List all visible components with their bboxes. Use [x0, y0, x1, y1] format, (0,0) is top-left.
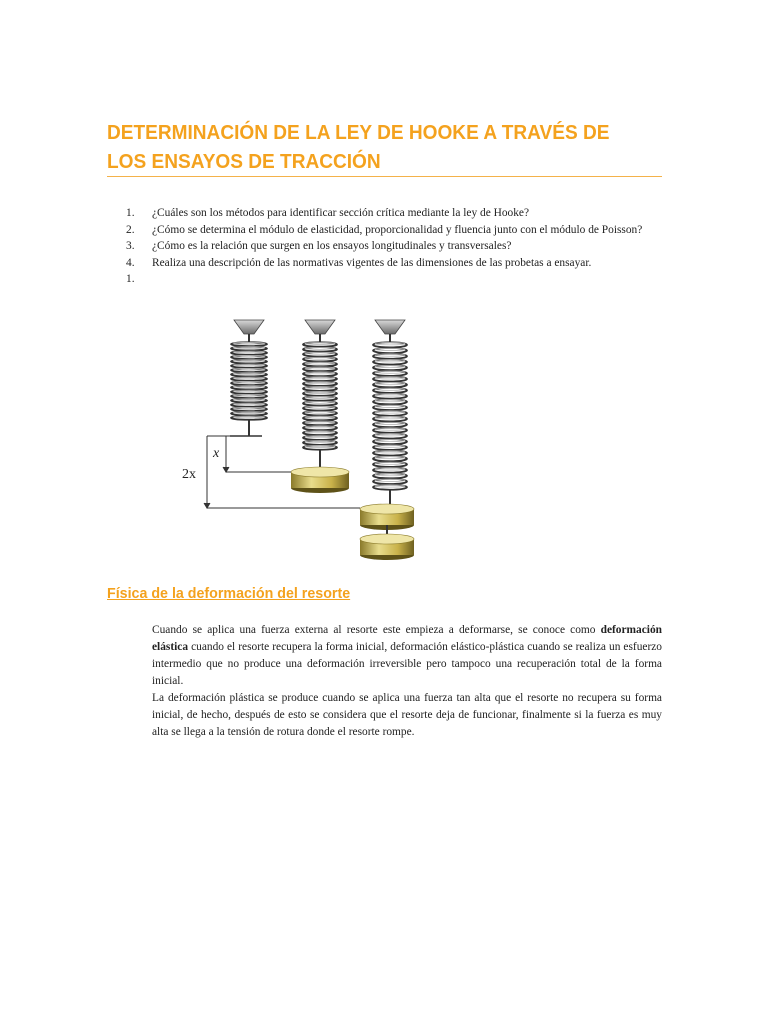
- title-underline: [107, 176, 662, 177]
- label-x: x: [213, 446, 220, 461]
- spring-unloaded: [231, 342, 267, 420]
- body-text: [152, 622, 662, 741]
- list-item-text: ¿Cómo es la relación que surgen en los ensayos longitudinales y transversales?: [152, 240, 512, 253]
- list-item: [106, 205, 666, 222]
- list-item-text: ¿Cómo se determina el módulo de elasticidad, proporcionalidad y fluencia junto con el módulo de Poisson?: [152, 223, 643, 236]
- list-number: 4.: [126, 256, 135, 269]
- list-item-text: ¿Cuáles son los métodos para identificar sección crítica mediante la ley de Hooke?: [152, 207, 530, 219]
- list-number: 1.: [126, 273, 135, 286]
- spring-hook-3: [375, 320, 405, 342]
- list-number: 1.: [126, 207, 135, 219]
- list-number: 2.: [126, 223, 135, 236]
- question-list: [106, 205, 666, 286]
- weight-3: [360, 534, 414, 560]
- spring-hook-2: [305, 320, 335, 342]
- hooke-springs-figure: [170, 312, 440, 570]
- list-item: [106, 222, 666, 239]
- spring-one-weight: [303, 342, 337, 450]
- list-item-text: Realiza una descripción de las normativas vigentes de las dimensiones de las probetas a ensayar.: [152, 256, 592, 269]
- document-title: DETERMINACIÓN DE LA LEY DE HOOKE A TRAVÉS DE LOS ENSAYOS DE TRACCIÓN: [107, 121, 610, 173]
- paragraph-1-end: cuando el resorte recupera la forma inicial, deformación elástico-plástica cuando se realiza un esfuerzo intermedio que no produce una deformación irreversible pero tampoco una recuperación total de la forma inicial.: [152, 641, 662, 687]
- paragraph-1: [152, 622, 662, 690]
- list-item: [106, 238, 666, 255]
- weight-1: [291, 467, 349, 493]
- section-heading: Física de la deformación del resorte: [107, 585, 351, 602]
- paragraph-2: La deformación plástica se produce cuando se aplica una fuerza tan alta que el resorte no recupera su forma inicial, de hecho, después de esto se considera que el resorte deja de funcionar, finalmente si la fuerza es muy alta se llega a la tensión de rotura donde el resorte rompe.: [152, 692, 662, 738]
- spring-hook-1: [234, 320, 264, 342]
- list-item: [106, 255, 666, 272]
- bold-term: deformación elástica: [152, 624, 662, 653]
- paragraph-1-start: Cuando se aplica una fuerza externa al resorte este empieza a deformarse, se conoce como: [152, 624, 601, 636]
- label-2x: 2x: [182, 467, 196, 482]
- list-number: 3.: [126, 240, 135, 253]
- spring-two-weights: [373, 342, 407, 489]
